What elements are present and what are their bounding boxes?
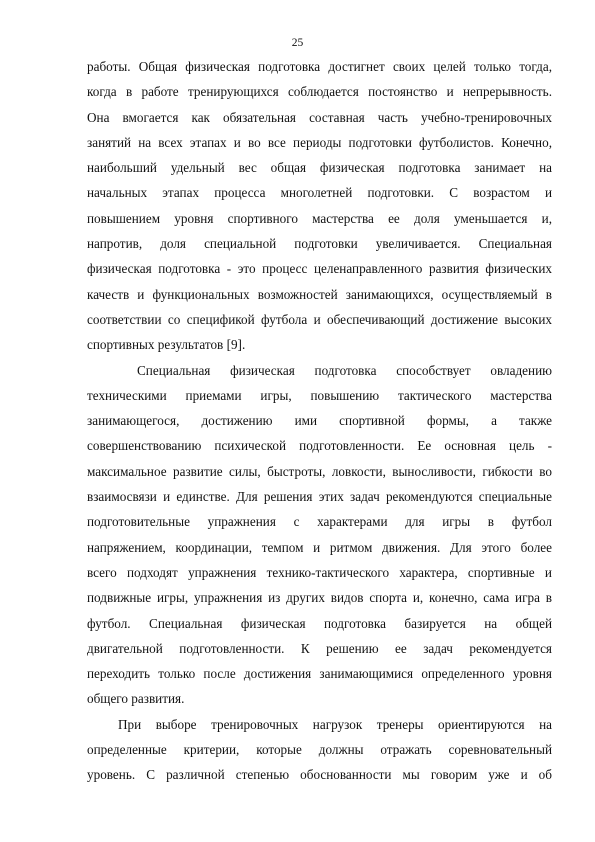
text-line: Она вмогается как обязательная составная часть учебно-тренировочных [87, 109, 552, 125]
text-line: подвижные игры, упражнения из других видов спорта и, конечно, сама игра в [87, 590, 552, 606]
text-line: повышением уровня спортивного мастерства ее доля уменьшается и, [87, 210, 552, 226]
text-line: физическая подготовка - это процесс целенаправленного развития физических [87, 261, 552, 277]
text-line: всего подходят упражнения технико-тактического характера, спортивные и [87, 564, 552, 580]
text-line: соответствии со спецификой футбола и обеспечивающий достижение высоких [87, 311, 552, 327]
text-line: максимальное развитие силы, быстроты, ловкости, выносливости, гибкости во [87, 463, 552, 479]
text-line: работы. Общая физическая подготовка достигнет своих целей только тогда, [87, 59, 552, 74]
text-line: определенные критерии, которые должны отражать соревновательный [87, 742, 552, 758]
text-line: уровень. С различной степенью обоснованности мы говорим уже и об [87, 767, 552, 783]
text-line: качеств и функциональных возможностей занимающихся, осуществляемый в [87, 286, 552, 302]
text-line: занимающегося, достижению ими спортивной формы, а также [87, 413, 552, 429]
text-line: общего развития. [87, 691, 185, 707]
paragraph-first-line: При выборе тренировочных нагрузок тренеры ориентируются на [118, 716, 552, 732]
page-number: 25 [291, 37, 304, 49]
text-line: когда в работе тренирующихся соблюдается постоянство и непрерывность. [87, 84, 552, 100]
text-line: футбол. Специальная физическая подготовка базируется на общей [87, 615, 552, 631]
text-line: двигательной подготовленности. К решению ее задач рекомендуется [87, 640, 552, 656]
text-line: наибольший удельный вес общая физическая подготовка занимает на [87, 160, 552, 176]
body-text [87, 54, 552, 788]
text-line: подготовительные упражнения с характерами для игры в футбол [87, 514, 552, 530]
text-line: взаимосвязи и единстве. Для решения этих задач рекомендуются специальные [87, 489, 552, 505]
text-line: техническими приемами игры, повышению тактического мастерства [87, 387, 552, 403]
text-line: начальных этапах процесса многолетней подготовки. С возрастом и [87, 185, 552, 201]
paragraph-first-line: Специальная физическая подготовка способствует овладению [137, 362, 552, 378]
text-line: совершенствованию психической подготовленности. Ее основная цель - [87, 438, 552, 454]
text-line: занятий на всех этапах и во все периоды подготовки футболистов. Конечно, [87, 134, 552, 150]
text-line: напротив, доля специальной подготовки увеличивается. Специальная [87, 236, 552, 252]
text-line: спортивных результатов [9]. [87, 337, 246, 353]
text-line: напряжением, координации, темпом и ритмом движения. Для этого более [87, 539, 552, 555]
text-line: переходить только после достижения занимающимися определенного уровня [87, 666, 552, 682]
